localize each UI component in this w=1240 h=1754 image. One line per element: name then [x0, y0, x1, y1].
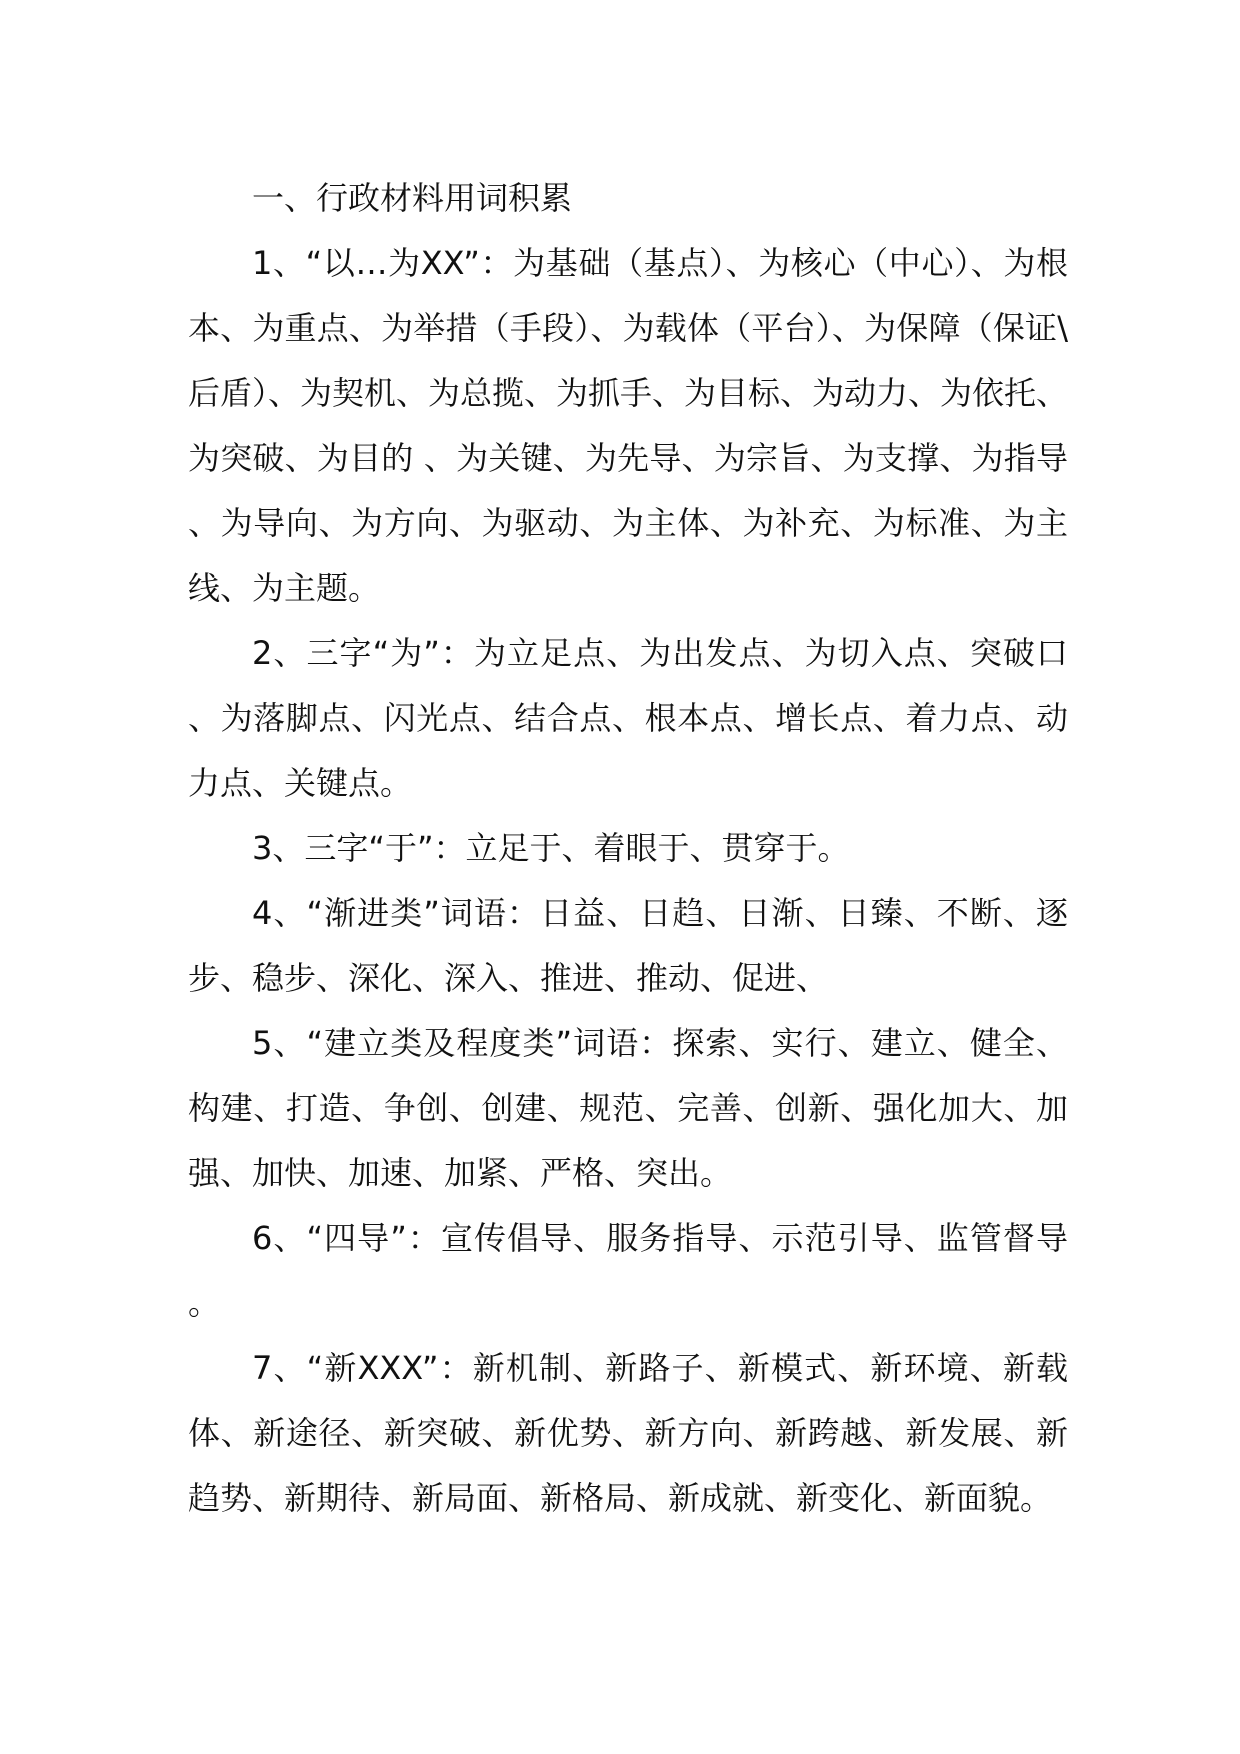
section-heading: 一、行政材料用词积累: [252, 179, 573, 217]
paragraph-item-3: 3、三字“于”：立足于、着眼于、贯穿于。: [252, 829, 850, 867]
paragraph-item-5: 5、“建立类及程度类”词语：探索、实行、建立、健全、构建、打造、争创、创建、规范、完善、创新、强化加大、加强、加快、加速、加紧、严格、突出。: [188, 1024, 1068, 1192]
paragraph-item-7: 7、“新XXX”：新机制、新路子、新模式、新环境、新载体、新途径、新突破、新优势、新方向、新跨越、新发展、新趋势、新期待、新局面、新格局、新成就、新变化、新面貌。: [188, 1349, 1068, 1517]
paragraph-item-6: 6、“四导”：宣传倡导、服务指导、示范引导、监管督导。: [188, 1219, 1068, 1322]
document-body: [188, 166, 1068, 1531]
paragraph-item-4: 4、“渐进类”词语：日益、日趋、日渐、日臻、不断、逐步、稳步、深化、深入、推进、推动、促进、: [188, 894, 1068, 997]
paragraph-item-2: 2、三字“为”：为立足点、为出发点、为切入点、突破口、为落脚点、闪光点、结合点、根本点、增长点、着力点、动力点、关键点。: [188, 634, 1068, 802]
paragraph-item-1: 1、“以…为XX”：为基础（基点）、为核心（中心）、为根本、为重点、为举措（手段）、为载体（平台）、为保障（保证\后盾）、为契机、为总揽、为抓手、为目标、为动力、为依托、为突破、为目的 、为关键、为先导、为宗旨、为支撑、为指导、为导向、为方向、为驱动、为主体、为补充、为标准、为主线、为主题。: [188, 244, 1069, 607]
